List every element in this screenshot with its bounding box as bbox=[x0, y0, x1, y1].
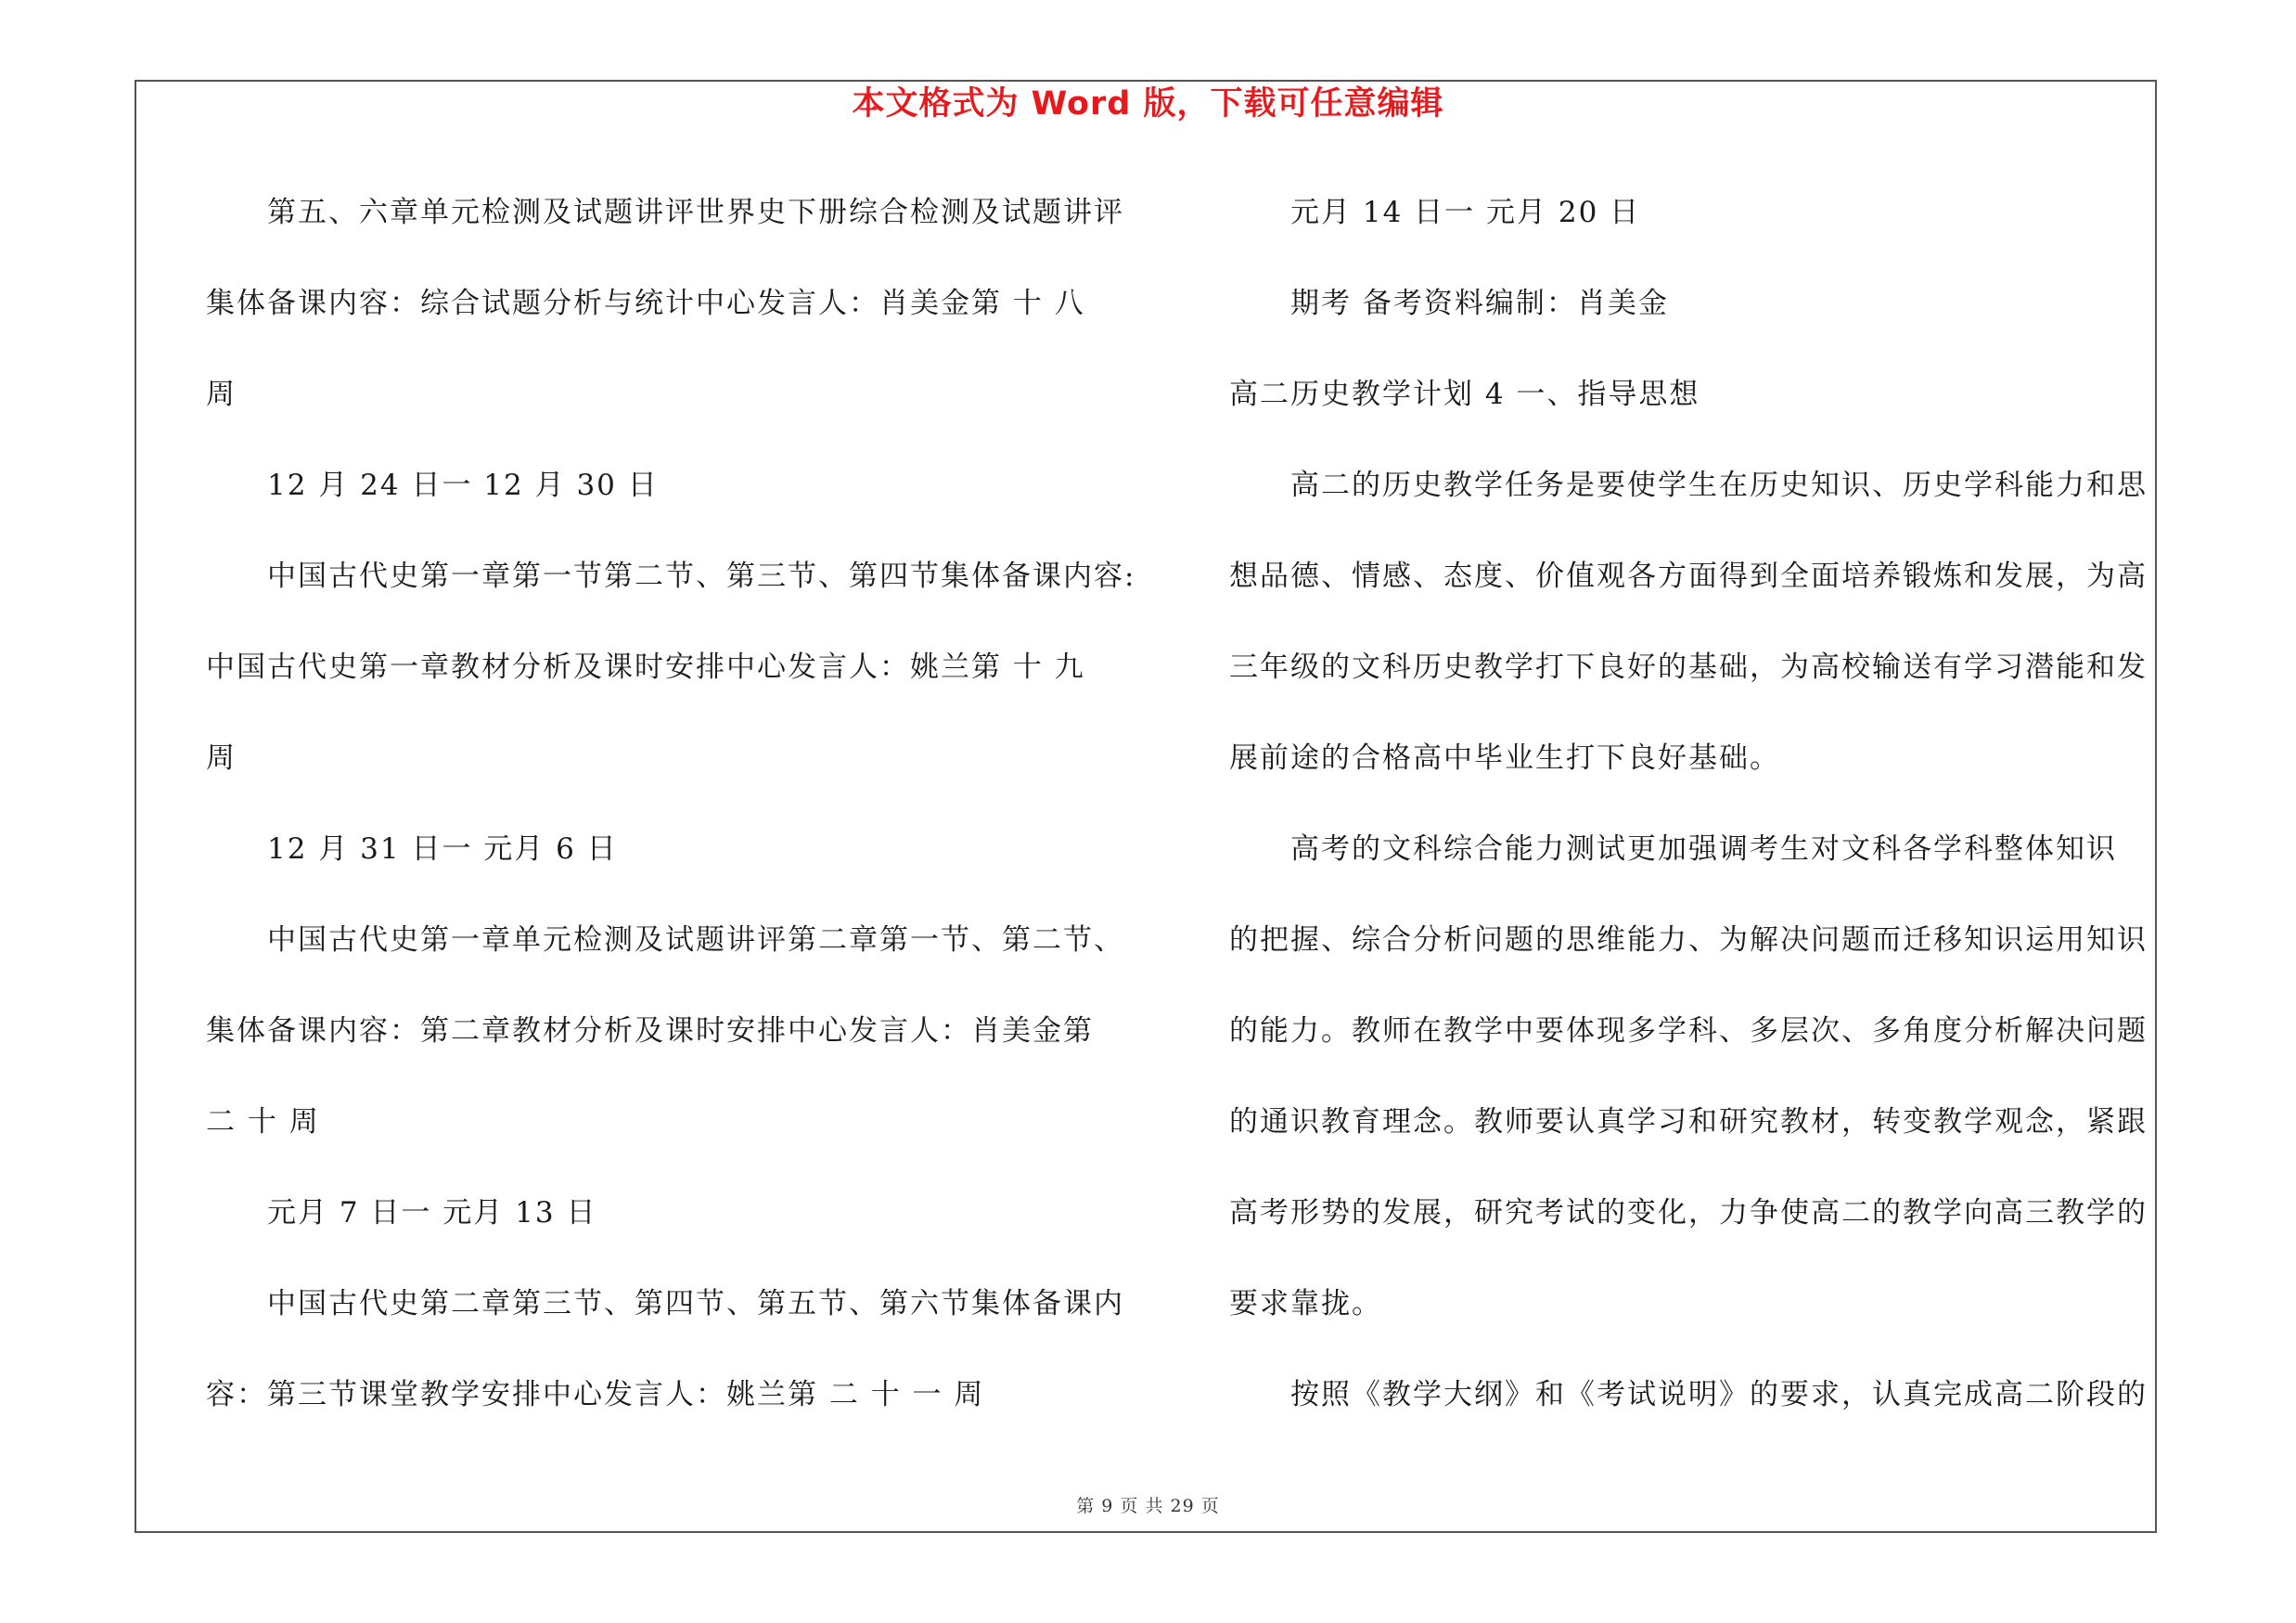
text-line: 高考的文科综合能力测试更加强调考生对文科各学科整体知识 bbox=[1290, 832, 2117, 866]
text-line: 要求靠拢。 bbox=[1229, 1287, 1382, 1320]
text-line: 三年级的文科历史教学打下良好的基础，为高校输送有学习潜能和发 bbox=[1229, 650, 2148, 684]
text-line: 按照《教学大纲》和《考试说明》的要求，认真完成高二阶段的 bbox=[1290, 1378, 2148, 1411]
date-range-line: 元月 7 日一 元月 13 日 bbox=[267, 1196, 597, 1230]
text-line: 高二的历史教学任务是要使学生在历史知识、历史学科能力和思 bbox=[1290, 469, 2148, 502]
text-line: 集体备课内容：第二章教材分析及课时安排中心发言人：肖美金第 bbox=[206, 1014, 1094, 1048]
text-line: 二 十 周 bbox=[206, 1105, 320, 1139]
date-range-line: 元月 14 日一 元月 20 日 bbox=[1290, 196, 1641, 229]
word-format-banner: 本文格式为 Word 版，下载可任意编辑 bbox=[852, 85, 1444, 122]
text-line: 容：第三节课堂教学安排中心发言人：姚兰第 二 十 一 周 bbox=[206, 1378, 985, 1411]
text-line: 中国古代史第二章第三节、第四节、第五节、第六节集体备课内 bbox=[267, 1287, 1124, 1320]
text-line: 中国古代史第一章第一节第二节、第三节、第四节集体备课内容: bbox=[267, 560, 1136, 593]
text-line: 的把握、综合分析问题的思维能力、为解决问题而迁移知识运用知识 bbox=[1229, 923, 2148, 957]
text-line: 周 bbox=[206, 378, 237, 411]
text-line: 展前途的合格高中毕业生打下良好基础。 bbox=[1229, 741, 1780, 775]
text-line: 的通识教育理念。教师要认真学习和研究教材，转变教学观念，紧跟 bbox=[1229, 1105, 2148, 1139]
text-line: 的能力。教师在教学中要体现多学科、多层次、多角度分析解决问题 bbox=[1229, 1014, 2148, 1048]
text-line: 想品德、情感、态度、价值观各方面得到全面培养锻炼和发展，为高 bbox=[1229, 560, 2148, 593]
text-line: 高考形势的发展，研究考试的变化，力争使高二的教学向高三教学的 bbox=[1229, 1196, 2148, 1230]
section-heading: 高二历史教学计划 4 一、指导思想 bbox=[1229, 378, 1700, 411]
text-line: 期考 备考资料编制：肖美金 bbox=[1290, 287, 1669, 320]
page-indicator: 第 9 页 共 29 页 bbox=[1076, 1496, 1220, 1516]
text-line: 中国古代史第一章教材分析及课时安排中心发言人：姚兰第 十 九 bbox=[206, 650, 1085, 684]
date-range-line: 12 月 24 日一 12 月 30 日 bbox=[267, 469, 659, 502]
text-line: 周 bbox=[206, 741, 237, 775]
text-line: 集体备课内容：综合试题分析与统计中心发言人：肖美金第 十 八 bbox=[206, 287, 1085, 320]
date-range-line: 12 月 31 日一 元月 6 日 bbox=[267, 832, 618, 866]
text-line: 第五、六章单元检测及试题讲评世界史下册综合检测及试题讲评 bbox=[267, 196, 1124, 229]
text-line: 中国古代史第一章单元检测及试题讲评第二章第一节、第二节、 bbox=[267, 923, 1124, 957]
